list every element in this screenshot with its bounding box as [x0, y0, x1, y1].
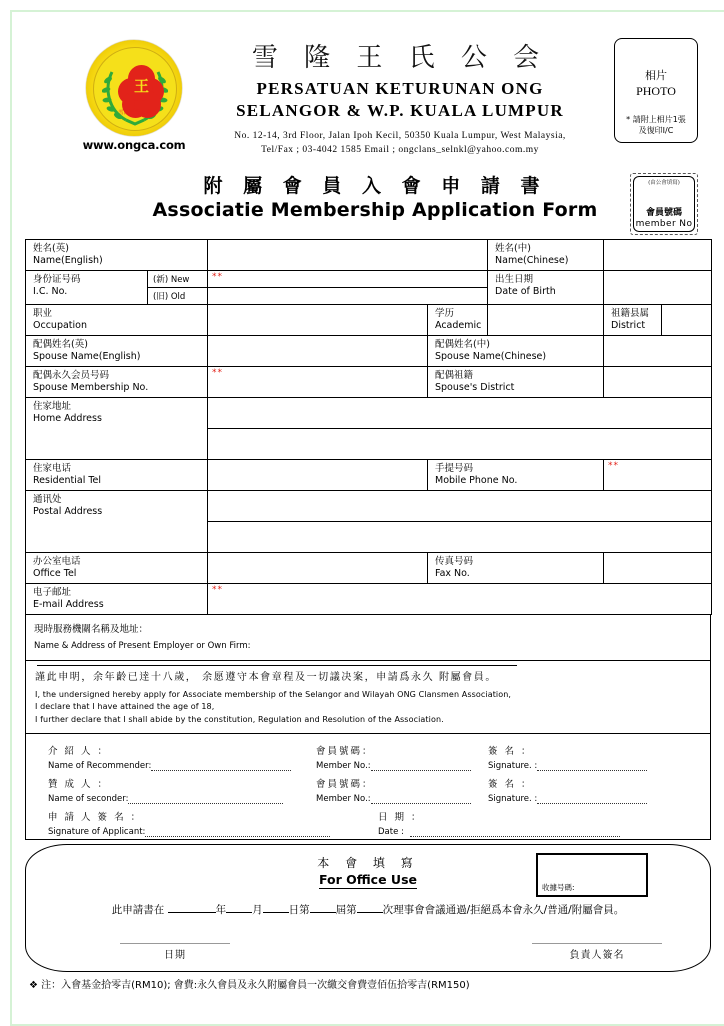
field-district[interactable] [662, 305, 712, 336]
label-ic-new: (新) New [148, 271, 208, 288]
field-application-date[interactable] [410, 828, 620, 837]
field-occupation[interactable] [208, 305, 428, 336]
form-sheet [20, 16, 716, 1016]
field-seconder-name[interactable] [128, 795, 283, 804]
table-row-ic-new [26, 271, 712, 288]
label-seconder-member-no-cn: 會員號碼： [316, 779, 374, 791]
field-ic-no-old[interactable] [208, 288, 488, 305]
website-url: www.ongca.com [82, 138, 186, 152]
label-fax-en: Fax No. [435, 568, 470, 580]
label-residential-tel-cn: 住家电话 [33, 463, 72, 474]
label-mobile-cell [428, 460, 604, 491]
label-occupation-cn: 职业 [33, 308, 53, 319]
signature-row-seconder [26, 776, 710, 809]
field-postal-address-line2[interactable] [208, 522, 712, 553]
label-name-english-cell [26, 240, 208, 271]
label-spouse-name-en-cn: 配偶姓名(英) [33, 339, 88, 350]
field-office-signature[interactable] [532, 931, 662, 944]
label-employer-en: Name & Address of Present Employer or Own Firm: [34, 641, 251, 651]
field-seconder-signature[interactable] [537, 795, 647, 804]
office-signature-block [532, 931, 662, 961]
label-academic-cell [428, 305, 488, 336]
field-home-address-line1[interactable] [208, 398, 712, 429]
declaration-chinese: 謹此申明，余年齡已逹十八歲， 余愿遵守本會章程及一切議决案，申請爲永久 附屬會員。 [35, 672, 497, 683]
logo-circle [86, 40, 182, 136]
field-office-year[interactable] [168, 912, 216, 913]
field-recommender-name[interactable] [151, 762, 291, 771]
label-mobile-en: Mobile Phone No. [435, 475, 518, 487]
required-mark-ic-new: ** [212, 272, 223, 282]
label-name-chinese-cn: 姓名(中) [495, 243, 531, 254]
label-applicant-signature-en: Signature of Applicant: [48, 827, 146, 838]
applicant-details-table [25, 239, 712, 615]
label-dob-en: Date of Birth [495, 286, 556, 298]
plum-blossom-icon [118, 65, 164, 109]
field-office-date[interactable] [120, 931, 230, 944]
member-no-office-note: (由公會填寫) [648, 180, 680, 186]
fees-footnote [25, 976, 711, 991]
signature-row-applicant [26, 809, 710, 842]
label-email-cn: 电子邮址 [33, 587, 72, 598]
field-postal-address-line1[interactable] [208, 491, 712, 522]
member-no-box[interactable] [630, 173, 698, 235]
declaration-english-line2: I declare that I have attained the age of 18, [35, 702, 215, 712]
table-row-office-fax [26, 553, 712, 584]
label-spouse-name-cn-en: Spouse Name(Chinese) [435, 351, 547, 363]
label-seconder-signature-en: Signature. : [488, 794, 538, 805]
member-no-label-english: member No [635, 219, 693, 229]
label-spouse-district-cn: 配偶祖籍 [435, 370, 474, 381]
employer-section [25, 615, 711, 661]
field-recommender-signature[interactable] [537, 762, 647, 771]
label-recommender-signature-cn: 簽 名 ： [488, 746, 533, 758]
office-use-resolution-sentence [26, 902, 710, 917]
label-recommender-en: Name of Recommender: [48, 761, 152, 772]
label-office-tel-cn: 办公室电话 [33, 556, 81, 567]
field-office-month[interactable] [226, 912, 252, 913]
label-spouse-name-en-cell [26, 336, 208, 367]
table-row-phones [26, 460, 712, 491]
label-spouse-district-cell [428, 367, 604, 398]
table-row-home-address-1 [26, 398, 712, 429]
field-spouse-membership-no[interactable] [208, 367, 428, 398]
photo-label-english: PHOTO [636, 84, 676, 98]
label-mobile-cn: 手提号码 [435, 463, 474, 474]
footnote-bullet-icon: ❖ [29, 980, 38, 992]
label-email-cell [26, 584, 208, 615]
table-row-occupation [26, 305, 712, 336]
label-dob-cell [488, 271, 604, 305]
footnote-text: 注：入會基金拾零吉(RM10); 會費:永久會員及永久附屬會員一次繳交會費壹佰伍拾零吉(RM150) [41, 980, 470, 992]
field-residential-tel[interactable] [208, 460, 428, 491]
organization-name-block [205, 42, 595, 157]
label-ic-no-cn: 身份证号码 [33, 274, 81, 285]
org-name-english-line1: PERSATUAN KETURUNAN ONG [256, 78, 544, 98]
label-name-english-en: Name(English) [33, 255, 103, 267]
field-ic-no-new[interactable] [208, 271, 488, 288]
photo-note-line2: 及復印I/C [638, 125, 674, 135]
form-title-english: Associatie Membership Application Form [152, 199, 598, 221]
label-seconder-en: Name of seconder: [48, 794, 129, 805]
label-date-cn: 日 期 ： [378, 812, 423, 824]
logo-inner-text: 雪隆王氏公會 [118, 110, 152, 116]
required-mark-mobile: ** [608, 461, 620, 471]
table-row-postal-address-1 [26, 491, 712, 522]
table-row-name [26, 240, 712, 271]
label-seconder-cn: 贊 成 人 ： [48, 779, 110, 791]
field-home-address-line2[interactable] [208, 429, 712, 460]
label-spouse-name-cn-cn: 配偶姓名(中) [435, 339, 490, 350]
organization-logo [82, 40, 186, 152]
label-ic-no-cell [26, 271, 148, 305]
office-sentence-p1: 此申請書在 [111, 904, 165, 917]
label-postal-address-cell [26, 491, 208, 553]
label-recommender-member-no-en: Member No.: [316, 761, 371, 772]
form-title-block [150, 171, 600, 221]
label-spouse-member-no-cn: 配偶永久会员号码 [33, 370, 110, 381]
field-dob[interactable] [604, 271, 712, 305]
office-sentence-p5: 屆第 [335, 904, 357, 917]
declaration-section [25, 661, 711, 734]
label-academic-en: Academic [435, 320, 482, 332]
label-district-cell [604, 305, 662, 336]
label-name-english-cn: 姓名(英) [33, 243, 69, 254]
office-date-block [120, 931, 230, 961]
field-recommender-member-no[interactable] [371, 762, 471, 771]
label-postal-address-en: Postal Address [33, 506, 103, 518]
field-mobile-phone[interactable] [604, 460, 712, 491]
required-mark-spouse-member-no: ** [212, 368, 223, 378]
member-no-label-chinese: 會員號碼 [645, 208, 682, 218]
field-office-tel[interactable] [208, 553, 428, 584]
label-postal-address-cn: 通讯处 [33, 494, 62, 505]
label-spouse-member-no-en: Spouse Membership No. [33, 382, 149, 394]
photo-note-line1: * 請附上相片1張 [626, 115, 686, 124]
field-office-meeting-no[interactable] [357, 912, 383, 913]
signature-row-recommender [26, 743, 710, 776]
org-contact-line: Tel/Fax ; 03-4042 1585 Email ; ongclans_selnkl@yahoo.com.my [261, 144, 539, 155]
label-ic-old: (旧) Old [148, 288, 208, 305]
field-spouse-district[interactable] [604, 367, 712, 398]
label-office-tel-en: Office Tel [33, 568, 77, 580]
form-title-row [20, 171, 716, 239]
label-home-address-cell [26, 398, 208, 460]
label-dob-cn: 出生日期 [495, 274, 534, 285]
label-recommender-member-no-cn: 會員號碼： [316, 746, 374, 758]
label-home-address-en: Home Address [33, 413, 102, 425]
label-office-tel-cell [26, 553, 208, 584]
label-seconder-member-no-en: Member No.: [316, 794, 371, 805]
field-spouse-name-english[interactable] [208, 336, 428, 367]
field-academic[interactable] [488, 305, 604, 336]
label-seconder-signature-cn: 簽 名 ： [488, 779, 533, 791]
office-use-section [25, 844, 711, 972]
label-spouse-name-cn-cell [428, 336, 604, 367]
office-sentence-p2: 年 [215, 904, 227, 917]
receipt-no-box[interactable] [536, 853, 648, 897]
label-home-address-cn: 住家地址 [33, 401, 72, 412]
logo-inner-disc [93, 47, 177, 131]
field-employer-address[interactable] [37, 656, 517, 666]
label-recommender-signature-en: Signature. : [488, 761, 538, 772]
field-name-english[interactable] [208, 240, 488, 271]
table-row-email [26, 584, 712, 615]
org-address-line1: No. 12-14, 3rd Floor, Jalan Ipoh Kecil, 50350 Kuala Lumpur, West Malaysia, [234, 130, 566, 141]
field-email-address[interactable] [208, 584, 712, 615]
table-row-spouse-membership [26, 367, 712, 398]
required-mark-email: ** [212, 585, 223, 595]
declaration-english-line3: I further declare that I shall abide by the constitution, Regulation and Resolution of the Association. [35, 714, 444, 724]
declaration-english-line1: I, the undersigned hereby apply for Associate membership of the Selangor and Wilayah ONG Clansmen Association, [35, 690, 512, 699]
label-email-en: E-mail Address [33, 599, 104, 611]
receipt-no-label: 收據号碼: [542, 883, 575, 893]
label-name-chinese-cell [488, 240, 604, 271]
label-academic-cn: 学历 [435, 308, 455, 319]
label-occupation-cell [26, 305, 208, 336]
field-office-term[interactable] [310, 912, 336, 913]
office-sentence-p6: 次理事會會議通過/拒絕爲本會永久/普通/附屬會員。 [382, 904, 625, 917]
field-applicant-signature[interactable] [145, 828, 330, 837]
photo-placeholder-box[interactable] [614, 38, 698, 143]
label-ic-no-en: I.C. No. [33, 286, 68, 298]
office-signature-caption: 負責人簽名 [569, 950, 625, 962]
label-residential-tel-cell [26, 460, 208, 491]
label-applicant-signature-cn: 申 請 人 簽 名 ： [48, 812, 143, 824]
form-header [20, 16, 716, 171]
signatures-section [25, 734, 711, 840]
logo-center-character: 王 [131, 76, 152, 97]
label-spouse-name-en-en: Spouse Name(English) [33, 351, 141, 363]
office-use-title-english: For Office Use [318, 872, 417, 888]
photo-label-chinese: 相片 [645, 69, 667, 82]
label-employer-cn: 現時服務機關名稱及地址： [34, 624, 149, 635]
label-spouse-member-no-cell [26, 367, 208, 398]
field-fax-no[interactable] [604, 553, 712, 584]
office-date-caption: 日期 [164, 950, 186, 962]
field-seconder-member-no[interactable] [371, 795, 471, 804]
field-office-day[interactable] [263, 912, 289, 913]
field-spouse-name-chinese[interactable] [604, 336, 712, 367]
label-spouse-district-en: Spouse's District [435, 382, 515, 394]
office-sentence-p3: 月 [252, 904, 263, 917]
label-district-en: District [611, 320, 646, 332]
org-name-chinese: 雪 隆 王 氏 公 会 [251, 43, 549, 73]
label-recommender-cn: 介 紹 人 ： [48, 746, 110, 758]
label-district-cn: 祖籍县属 [611, 308, 650, 319]
label-name-chinese-en: Name(Chinese) [495, 255, 569, 267]
label-fax-cn: 传真号码 [435, 556, 474, 567]
office-use-title-chinese: 本 會 填 寫 [317, 856, 419, 871]
label-residential-tel-en: Residential Tel [33, 475, 102, 487]
label-date-en: Date : [378, 827, 404, 838]
org-name-english-line2: SELANGOR & W.P. KUALA LUMPUR [236, 100, 564, 120]
label-occupation-en: Occupation [33, 320, 87, 332]
label-fax-cell [428, 553, 604, 584]
form-title-chinese: 附 屬 會 員 入 會 申 請 書 [203, 175, 547, 197]
table-row-spouse-name [26, 336, 712, 367]
office-sentence-p4: 日第 [288, 904, 310, 917]
field-name-chinese[interactable] [604, 240, 712, 271]
